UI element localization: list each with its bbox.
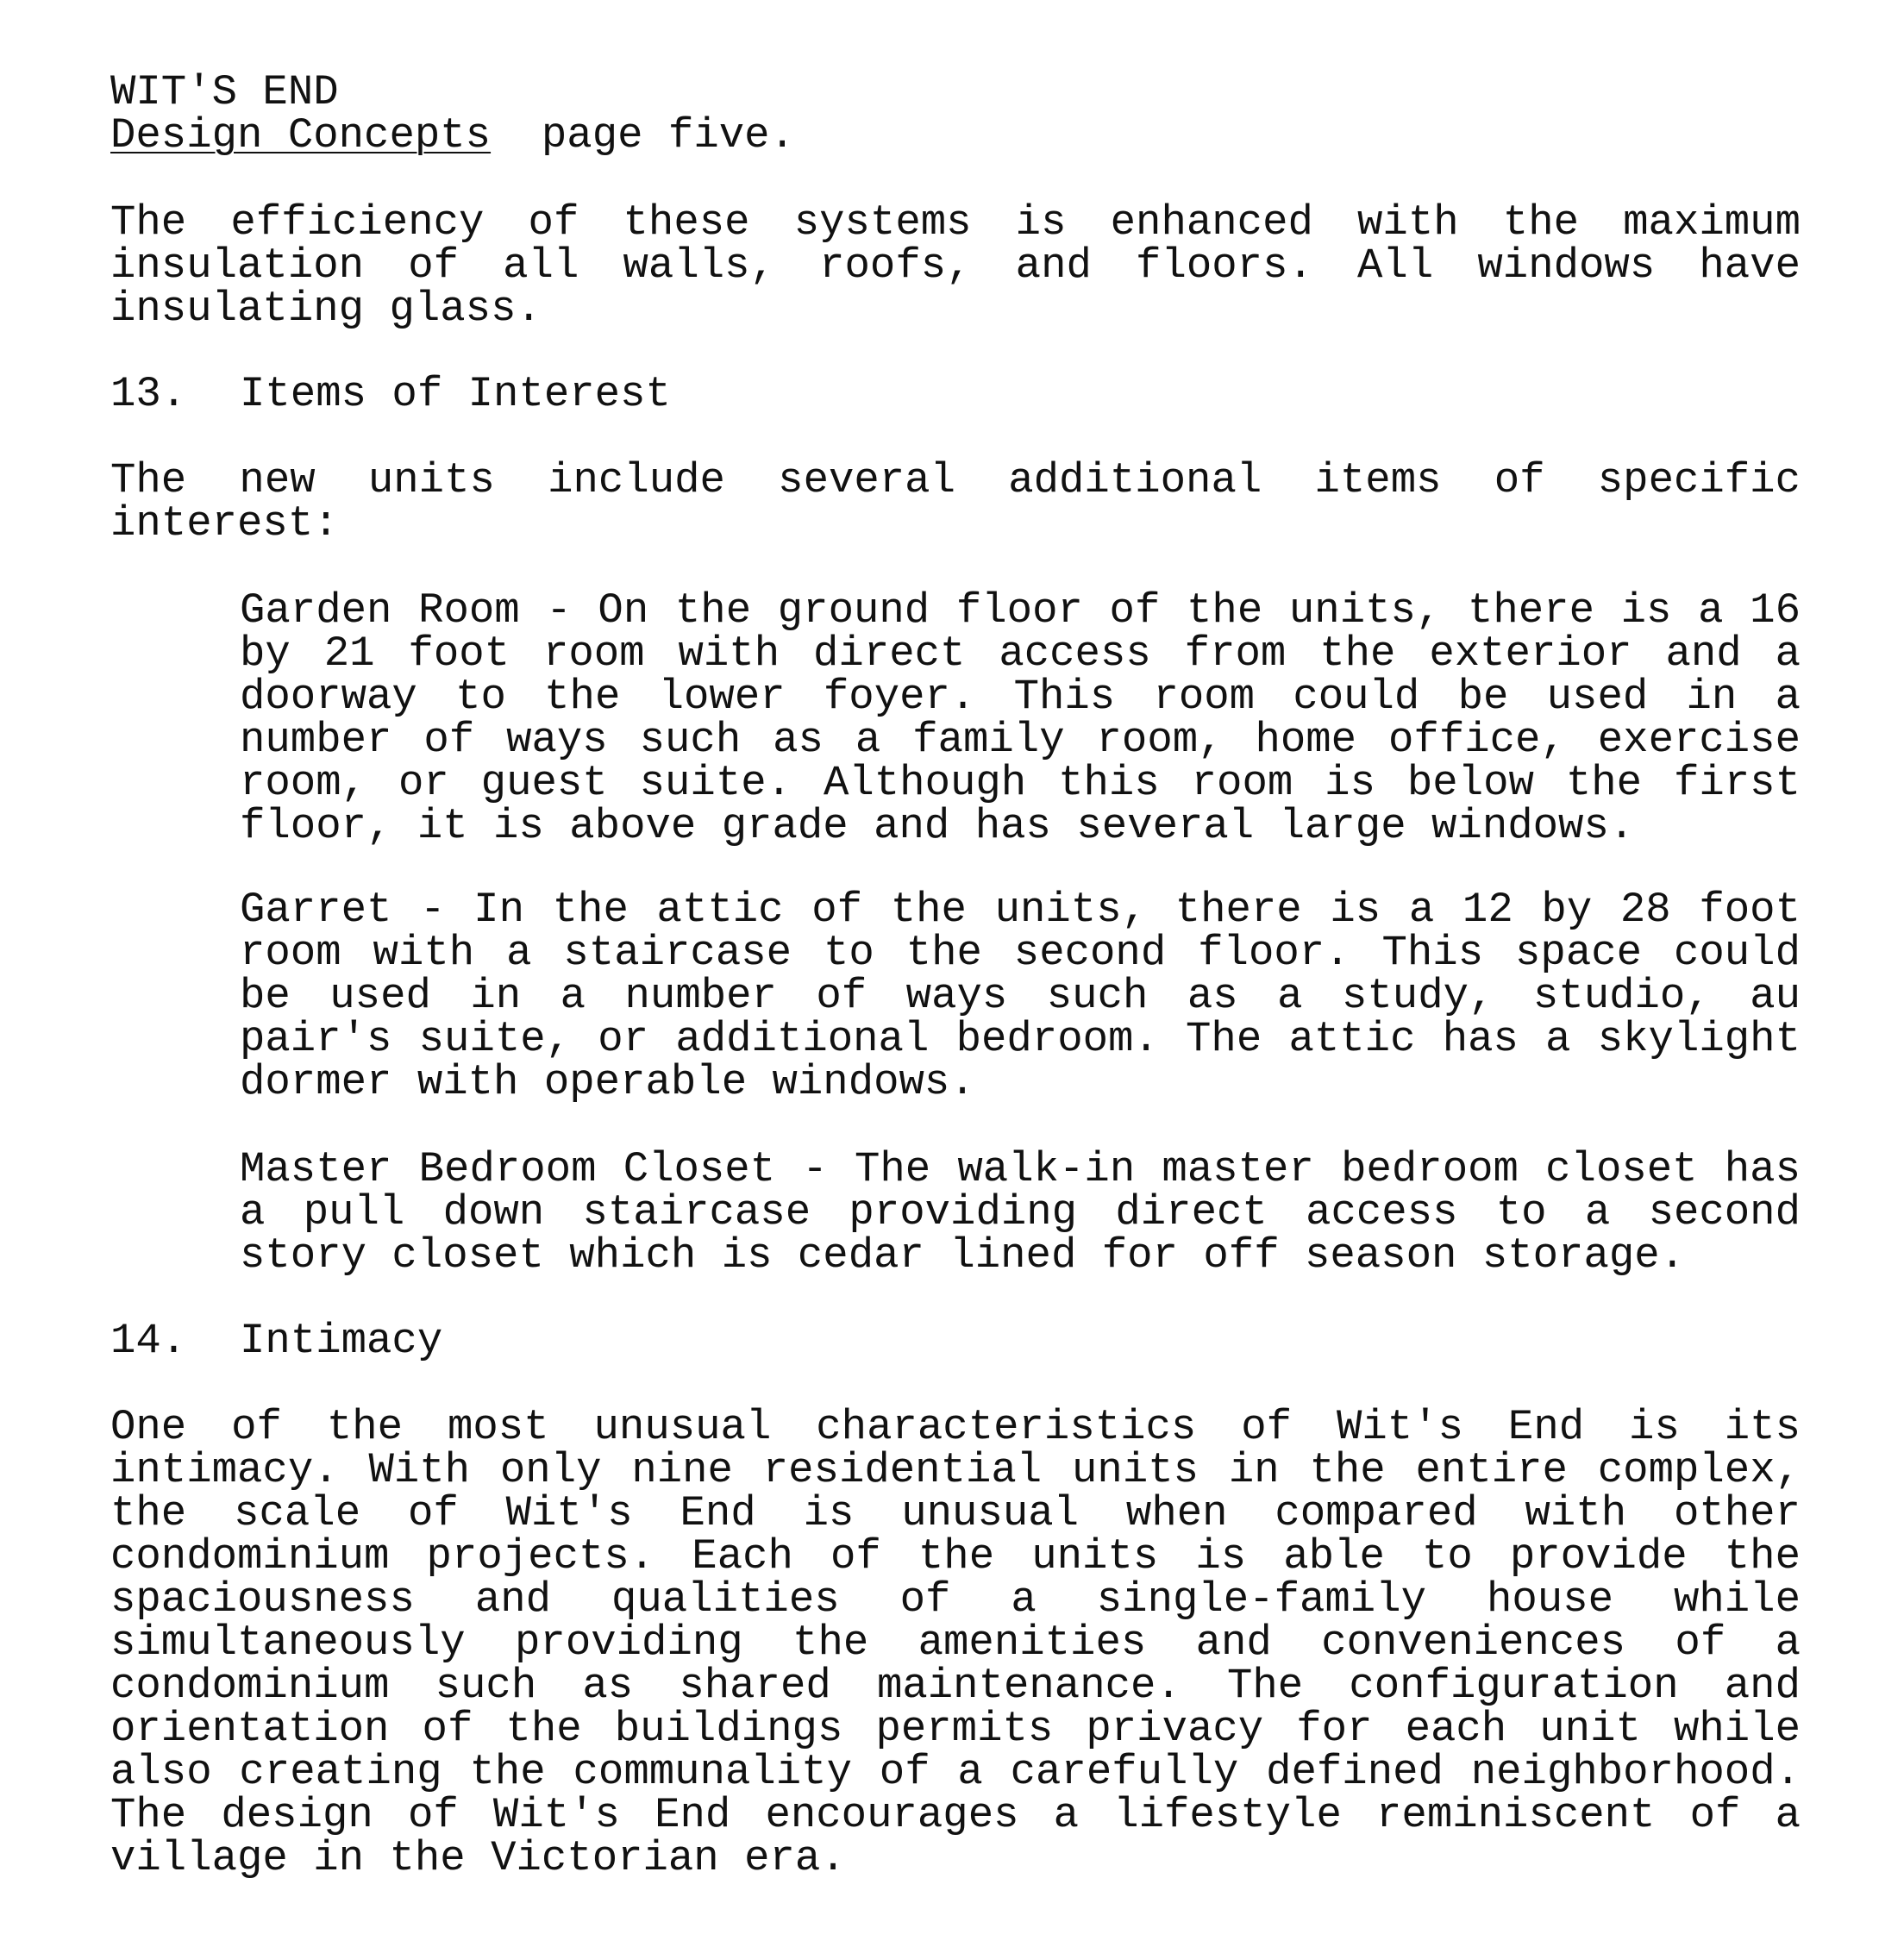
subtitle-line xyxy=(110,111,1801,160)
section-14-paragraph: One of the most unusual characteristics of Wit's End is its intimacy. With only nine residential units in the entire complex, the scale of Wit's End is unusual when compared with other condominium projects. Each of the units is able to provide the spaciousness and qualities of a single-family house while simultaneously providing the amenities and conveniences of a condominium such as shared maintenance. The configuration and orientation of the buildings permits privacy for each unit while also creating the communality of a carefully defined neighborhood. The design of Wit's End encourages a lifestyle reminiscent of a village in the Victorian era. xyxy=(110,1403,1801,1882)
item-master-bedroom-closet: Master Bedroom Closet - The walk-in master bedroom closet has a pull down staircase providing direct access to a second story closet which is cedar lined for off season storage. xyxy=(240,1145,1801,1280)
item-garden-room: Garden Room - On the ground floor of the units, there is a 16 by 21 foot room with direct access from the exterior and a doorway to the lower foyer. This room could be used in a number of ways such as a family room, home office, exercise room, or guest suite. Although this room is below the first floor, it is above grade and has several large windows. xyxy=(240,586,1801,850)
page-label: page five. xyxy=(541,111,795,160)
section-14-number: 14. xyxy=(110,1317,187,1365)
document-title: WIT'S END xyxy=(110,68,339,116)
section-13-title: Items of Interest xyxy=(240,370,671,418)
section-13-number: 13. xyxy=(110,370,187,418)
section-13-heading xyxy=(110,372,1801,416)
document-header xyxy=(110,68,1801,160)
section-14-heading xyxy=(110,1317,1801,1365)
section-14-title: Intimacy xyxy=(240,1317,443,1365)
section-13-intro: The new units include several additional items of specific interest: xyxy=(110,456,1801,548)
document-subtitle: Design Concepts xyxy=(110,111,492,160)
intro-paragraph: The efficiency of these systems is enhanced with the maximum insulation of all walls, roofs, and floors. All windows have insulating glass. xyxy=(110,198,1801,333)
item-garret: Garret - In the attic of the units, there is a 12 by 28 foot room with a staircase to the second floor. This space could be used in a number of ways such as a study, studio, au pair's suite, or additional bedroom. The attic has a skylight dormer with operable windows. xyxy=(240,886,1801,1106)
